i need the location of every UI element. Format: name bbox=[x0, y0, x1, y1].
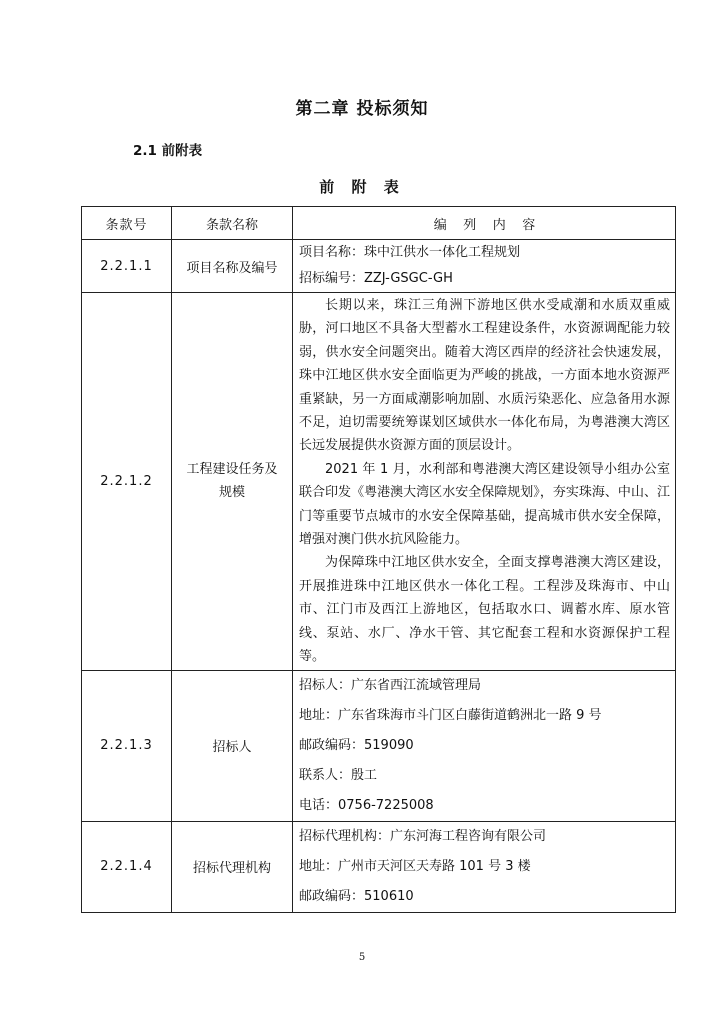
table-title: 前 附 表 bbox=[319, 178, 405, 196]
front-table bbox=[81, 206, 676, 913]
clause-name-line: 规模 bbox=[218, 485, 245, 501]
clause-content bbox=[293, 670, 676, 821]
clause-content bbox=[293, 240, 676, 293]
page-number: 5 bbox=[358, 952, 366, 963]
clause-no: 2.2.1.4 bbox=[82, 821, 172, 912]
table-header-row bbox=[82, 207, 676, 240]
content-line: 邮政编码：519090 bbox=[299, 737, 414, 753]
clause-no: 2.2.1.3 bbox=[82, 670, 172, 821]
clause-no: 2.2.1.2 bbox=[82, 293, 172, 671]
content-paragraph: 为保障珠中江地区供水安全，全面支撑粤港澳大湾区建设，开展推进珠中江地区供水一体化工程。工程涉及珠海市、中山市、江门市及西江上游地区，包括取水口、调蓄水库、原水管线、泵站、水厂、净水干管、其它配套工程和水资源保护工程等。 bbox=[299, 555, 670, 665]
clause-name: 项目名称及编号 bbox=[172, 240, 293, 293]
header-content: 编 列 内 容 bbox=[293, 207, 676, 240]
clause-content bbox=[293, 821, 676, 912]
content-line: 地址：广东省珠海市斗门区白藤街道鹤洲北一路 9 号 bbox=[299, 707, 602, 723]
chapter-title: 第二章 投标须知 bbox=[295, 99, 429, 119]
content-line: 招标人：广东省西江流域管理局 bbox=[299, 677, 482, 693]
content-line: 招标编号：ZZJ-GSGC-GH bbox=[299, 271, 453, 286]
table-row bbox=[82, 293, 676, 671]
content-paragraph: 2021 年 1 月，水利部和粤港澳大湾区建设领导小组办公室联合印发《粤港澳大湾区水安全保障规划》，夯实珠海、中山、江门等重要节点城市的水安全保障基础，提高城市供水安全保障，增强对澳门供水抗风险能力。 bbox=[299, 461, 670, 548]
clause-name: 招标代理机构 bbox=[172, 821, 293, 912]
clause-name bbox=[172, 293, 293, 671]
clause-content bbox=[293, 293, 676, 671]
clause-name: 招标人 bbox=[172, 670, 293, 821]
section-heading: 2.1 前附表 bbox=[133, 143, 203, 159]
content-line: 项目名称：珠中江供水一体化工程规划 bbox=[299, 245, 521, 260]
table-row bbox=[82, 670, 676, 821]
content-line: 邮政编码：510610 bbox=[299, 888, 414, 904]
content-line: 联系人：殷工 bbox=[299, 767, 378, 783]
content-paragraph: 长期以来，珠江三角洲下游地区供水受咸潮和水质双重威胁，河口地区不具备大型蓄水工程建设条件，水资源调配能力较弱，供水安全问题突出。随着大湾区西岸的经济社会快速发展，珠中江地区供水安全面临更为严峻的挑战，一方面本地水资源严重紧缺，另一方面咸潮影响加剧、水质污染恶化、应急备用水源不足，迫切需要统筹谋划区域供水一体化布局，为粤港澳大湾区长远发展提供水资源方面的顶层设计。 bbox=[299, 298, 670, 454]
content-line: 招标代理机构：广东河海工程咨询有限公司 bbox=[299, 828, 547, 844]
content-line: 地址：广州市天河区天寿路 101 号 3 楼 bbox=[299, 858, 531, 874]
header-clause-name: 条款名称 bbox=[172, 207, 293, 240]
header-clause-no: 条款号 bbox=[82, 207, 172, 240]
clause-no: 2.2.1.1 bbox=[82, 240, 172, 293]
clause-name-line: 工程建设任务及 bbox=[186, 462, 278, 478]
table-row bbox=[82, 240, 676, 293]
content-line: 电话：0756-7225008 bbox=[299, 797, 434, 813]
table-row bbox=[82, 821, 676, 912]
